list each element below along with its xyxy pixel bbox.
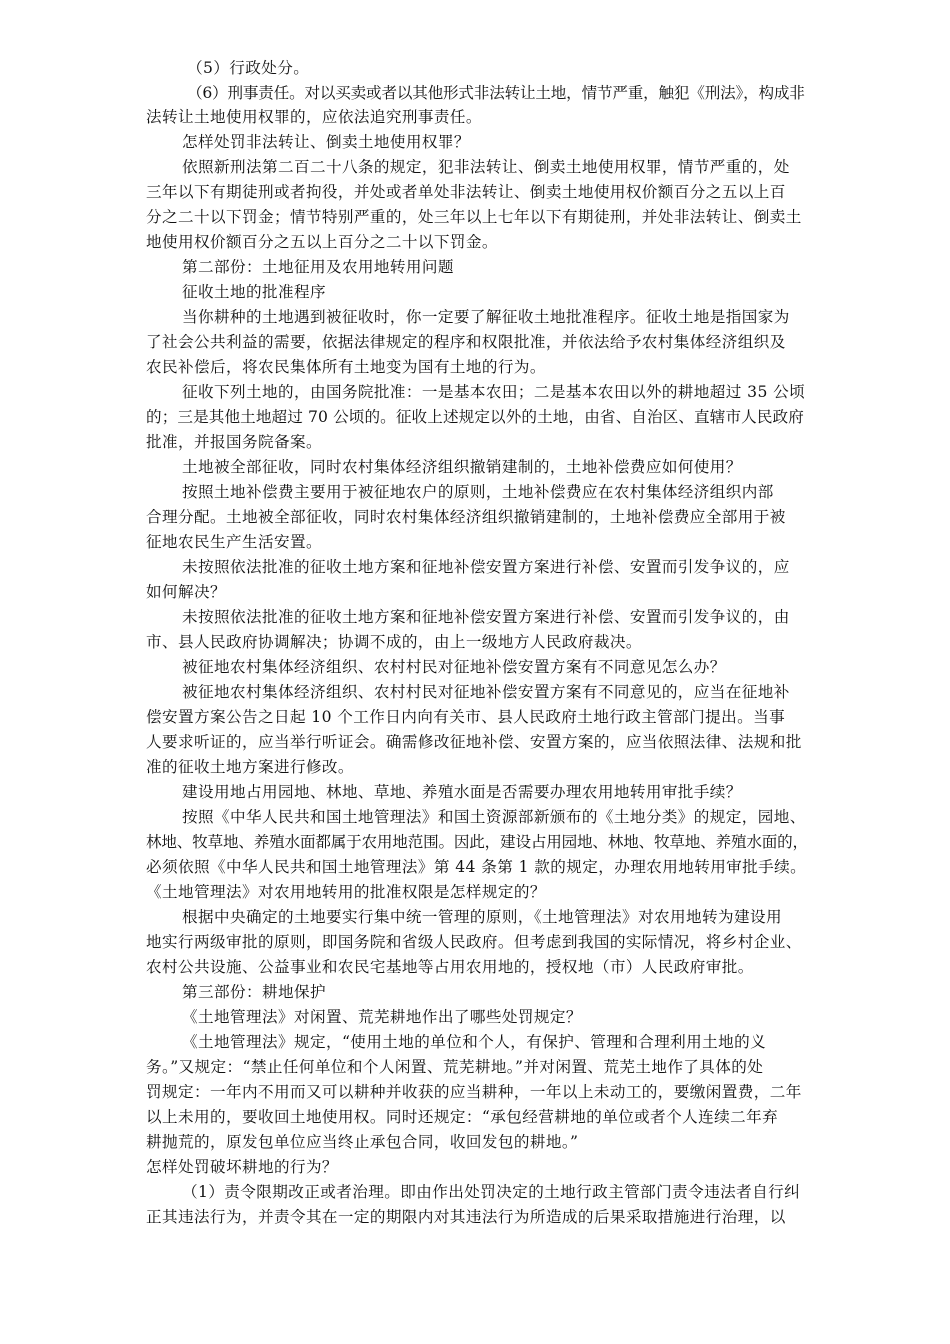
text-line: （5）行政处分。 (187, 59, 310, 77)
question-heading: 如何解决？ (146, 583, 226, 601)
section-heading: 第二部份：土地征用及农用地转用问题 (182, 258, 454, 276)
text-line: 未按照依法批准的征收土地方案和征地补偿安置方案进行补偿、安置而引发争议的，由 (182, 608, 790, 626)
text-line: 偿安置方案公告之日起 10 个工作日内向有关市、县人民政府土地行政主管部门提出。当事 (146, 708, 786, 726)
text-line: 分之二十以下罚金；情节特别严重的，处三年以上七年以下有期徒刑，并处非法转让、倒卖土 (146, 208, 802, 226)
section-heading: 第三部份：耕地保护 (182, 983, 326, 1001)
text-line: 人要求听证的，应当举行听证会。确需修改征地补偿、安置方案的，应当依照法律、法规和批 (146, 733, 802, 751)
text-line: 被征地农村集体经济组织、农村村民对征地补偿安置方案有不同意见的，应当在征地补 (182, 683, 790, 701)
text-line: 征地农民生产生活安置。 (146, 533, 322, 551)
text-line: 批准，并报国务院备案。 (146, 433, 322, 451)
text-line: 按照《中华人民共和国土地管理法》和国土资源部新颁布的《土地分类》的规定，园地、 (182, 808, 806, 826)
question-heading: 《土地管理法》对闲置、荒芜耕地作出了哪些处罚规定？ (182, 1008, 582, 1026)
text-line: 农民补偿后，将农民集体所有土地变为国有土地的行为。 (146, 358, 546, 376)
text-line: 按照土地补偿费主要用于被征地农户的原则，土地补偿费应在农村集体经济组织内部 (182, 483, 774, 501)
text-line: 《土地管理法》规定，“使用土地的单位和个人，有保护、管理和合理利用土地的义 (182, 1033, 767, 1051)
question-heading: 怎样处罚破坏耕地的行为？ (146, 1158, 338, 1176)
text-line: 根据中央确定的土地要实行集中统一管理的原则，《土地管理法》对农用地转为建设用 (182, 908, 782, 926)
question-heading: 征收土地的批准程序 (182, 283, 326, 301)
text-line: 合理分配。土地被全部征收，同时农村集体经济组织撤销建制的，土地补偿费应全部用于被 (146, 508, 786, 526)
text-line: 以上未用的，要收回土地使用权。同时还规定：“承包经营耕地的单位或者个人连续二年弃 (146, 1108, 779, 1126)
text-line: 依照新刑法第二百二十八条的规定，犯非法转让、倒卖土地使用权罪，情节严重的，处 (182, 158, 790, 176)
text-line: 当你耕种的土地遇到被征收时，你一定要了解征收土地批准程序。征收土地是指国家为 (182, 308, 790, 326)
text-line: 三年以下有期徒刑或者拘役，并处或者单处非法转让、倒卖土地使用权价额百分之五以上百 (146, 183, 786, 201)
question-heading: 建设用地占用园地、林地、草地、养殖水面是否需要办理农用地转用审批手续？ (182, 783, 742, 801)
text-line: 的；三是其他土地超过 70 公顷的。征收上述规定以外的土地，由省、自治区、直辖市人民政府 (146, 408, 804, 426)
text-line: 了社会公共利益的需要，依据法律规定的程序和权限批准，并依法给予农村集体经济组织及 (146, 333, 786, 351)
text-line: （6）刑事责任。对以买卖或者以其他形式非法转让土地，情节严重，触犯《刑法》，构成非 (187, 84, 805, 102)
text-line: 法转让土地使用权罪的，应依法追究刑事责任。 (146, 108, 482, 126)
text-line: 必须依照《中华人民共和国土地管理法》第 44 条第 1 款的规定，办理农用地转用审批手续。 (146, 858, 807, 876)
text-line: （1）责令限期改正或者治理。即由作出处罚决定的土地行政主管部门责令违法者自行纠 (182, 1183, 801, 1201)
text-line: 征收下列土地的，由国务院批准：一是基本农田；二是基本农田以外的耕地超过 35 公顷 (182, 383, 806, 401)
text-line: 市、县人民政府协调解决；协调不成的，由上一级地方人民政府裁决。 (146, 633, 642, 651)
question-heading: 未按照依法批准的征收土地方案和征地补偿安置方案进行补偿、安置而引发争议的，应 (182, 558, 790, 576)
question-heading: 土地被全部征收，同时农村集体经济组织撤销建制的，土地补偿费应如何使用？ (182, 458, 742, 476)
text-line: 地使用权价额百分之五以上百分之二十以下罚金。 (146, 233, 498, 251)
question-heading: 怎样处罚非法转让、倒卖土地使用权罪？ (182, 133, 470, 151)
question-heading: 被征地农村集体经济组织、农村村民对征地补偿安置方案有不同意见怎么办？ (182, 658, 726, 676)
text-line: 准的征收土地方案进行修改。 (146, 758, 354, 776)
text-line: 正其违法行为，并责令其在一定的期限内对其违法行为所造成的后果采取措施进行治理，以 (146, 1208, 786, 1226)
text-line: 农村公共设施、公益事业和农民宅基地等占用农用地的，授权地（市）人民政府审批。 (146, 958, 754, 976)
text-line: 地实行两级审批的原则，即国务院和省级人民政府。但考虑到我国的实际情况，将乡村企业、 (146, 933, 802, 951)
question-heading: 《土地管理法》对农用地转用的批准权限是怎样规定的？ (146, 883, 546, 901)
text-line: 罚规定：一年内不用而又可以耕种并收获的应当耕种，一年以上未动工的，要缴闲置费，二年 (146, 1083, 802, 1101)
text-line: 务。”又规定：“禁止任何单位和个人闲置、荒芜耕地。”并对闲置、荒芜土地作了具体的处 (146, 1058, 764, 1076)
text-line: 林地、牧草地、养殖水面都属于农用地范围。因此，建设占用园地、林地、牧草地、养殖水面的， (146, 833, 808, 851)
text-line: 耕抛荒的，原发包单位应当终止承包合同，收回发包的耕地。” (146, 1133, 579, 1151)
